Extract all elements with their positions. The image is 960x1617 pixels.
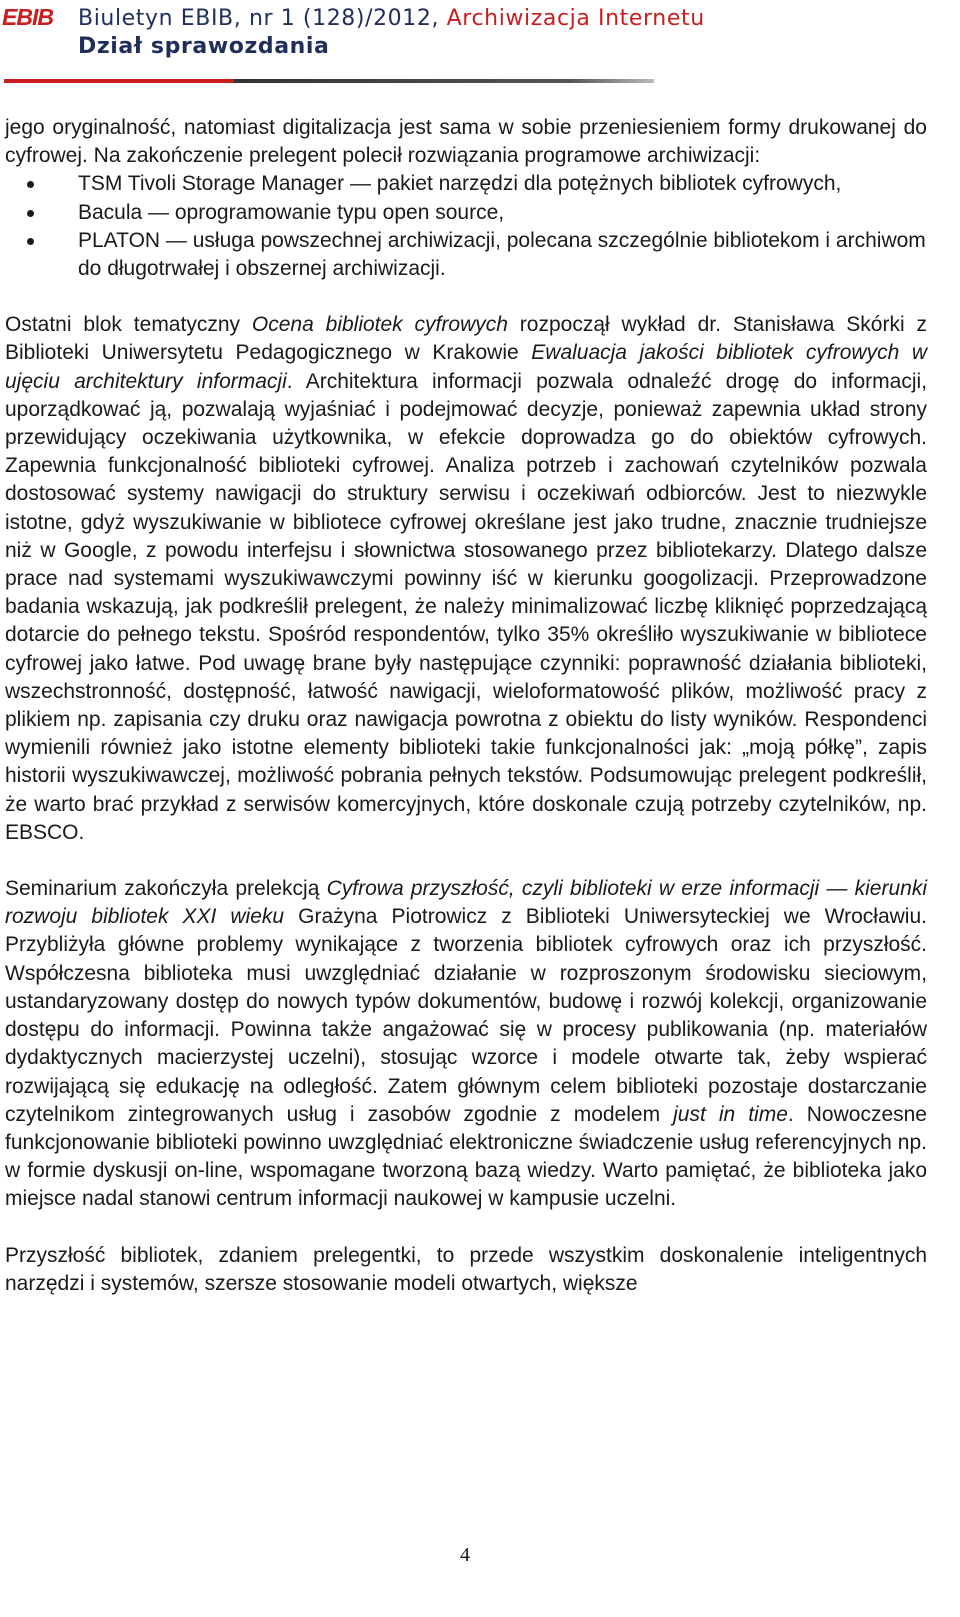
block-title: Ocena bibliotek cyfrowych bbox=[251, 313, 508, 337]
page-number: 4 bbox=[460, 1544, 470, 1566]
header-rule bbox=[4, 79, 654, 83]
bullet-icon bbox=[27, 210, 34, 217]
paragraph-gap bbox=[5, 283, 927, 311]
publication-title bbox=[78, 6, 705, 31]
header-rule-dark bbox=[234, 79, 654, 83]
article-body bbox=[5, 114, 927, 1298]
list-item bbox=[5, 199, 927, 227]
text-run: Seminarium zakończyła prelekcją bbox=[5, 877, 327, 901]
list-item-text: PLATON — usługa powszechnej archiwizacji, polecana szczególnie bibliotekom i archiwom do długotrwałej i obszernej archiwizacji. bbox=[78, 228, 926, 281]
paragraph-gap bbox=[5, 847, 927, 875]
paragraph-future bbox=[5, 875, 927, 1213]
header-rule-red bbox=[4, 79, 234, 83]
paragraph-conclusion: Przyszłość bibliotek, zdaniem prelegentki, to przede wszystkim doskonalenie inteligentnych narzędzi i systemów, szersze stosowanie modeli otwartych, większe bbox=[5, 1243, 927, 1295]
text-run: . Architektura informacji pozwala odnaleźć drogę do informacji, uporządkować ją, pozwalają wyjaśniać i podejmować decyzje, ponieważ zapewnia układ strony przewidujący oczekiwania użytkownika, w efekcie doprowadza go do obiektów cyfrowych. Zapewnia funkcjonalność biblioteki cyfrowej. Analiza potrzeb i zachowań czytelników pozwala dostosować systemy nawigacji do struktury serwisu i oczekiwań odbiorców. Jest to niezwykle istotne, gdyż wyszukiwanie w bibliotece cyfrowej określane jest jako trudne, znacznie trudniejsze niż w Google, z powodu interfejsu i słownictwa stosowanego przez bibliotekarzy. Dlatego dalsze prace nad systemami wyszukiwawczymi powinny iść w kierunku googolizacji. Przeprowadzone badania wskazują, jak podkreślił prelegent, że należy minimalizować liczbę kliknięć poprzedzającą dotarcie do pełnego tekstu. Spośród respondentów, tylko 35% określiło wyszukiwanie w bibliotece cyfrowej jako łatwe. Pod uwagę brane były następujące czynniki: poprawność działania biblioteki, wszechstronność, dostępność, łatwość nawigacji, wieloformatowość plików, możliwość pracy z plikiem np. zapisania czy druku oraz nawigacja powrotna z obiektu do listy wyników. Respondenci wymienili również jako istotne elementy biblioteki takie funkcjonalności jak: „moją półkę”, zapis historii wyszukiwawczej, możliwość pobrania pełnych tekstów. Podsumowując prelegent podkreślił, że warto brać przykład z serwisów komercyjnych, które doskonale czują potrzeby czytelników, np. EBSCO. bbox=[5, 369, 927, 844]
lecture-title: Cyfrowa przyszłość, czyli biblioteki w erze informacji — kierunki rozwoju bibliotek XXI wieku bbox=[5, 877, 927, 929]
text-run: rozpoczął wykład dr. Stanisława Skórki z Biblioteki Uniwersytetu Pedagogicznego w Krakowie bbox=[5, 313, 927, 365]
issue-topic: Archiwizacja Internetu bbox=[446, 6, 705, 31]
lecture-title: Ewaluacja jakości bibliotek cyfrowych w ujęciu architektury informacji bbox=[5, 341, 928, 393]
software-list bbox=[5, 170, 927, 283]
paragraph-intro: jego oryginalność, natomiast digitalizacja jest sama w sobie przeniesieniem formy drukowanej do cyfrowej. Na zakończenie prelegent polecił rozwiązania programowe archiwizacji: bbox=[5, 116, 927, 168]
logo-text: EBIB bbox=[2, 4, 53, 30]
text-run: Ostatni blok tematyczny bbox=[5, 313, 252, 337]
model-name: just in time bbox=[673, 1102, 788, 1126]
list-item-text: TSM Tivoli Storage Manager — pakiet narzędzi dla potężnych bibliotek cyfrowych, bbox=[78, 172, 842, 196]
section-title: Dział sprawozdania bbox=[78, 34, 330, 59]
list-item bbox=[5, 227, 927, 283]
page-header bbox=[0, 0, 960, 92]
paragraph-gap bbox=[5, 1214, 927, 1242]
bullet-icon bbox=[27, 181, 34, 188]
list-item-text: Bacula — oprogramowanie typu open source, bbox=[78, 200, 505, 224]
bullet-icon bbox=[27, 238, 34, 245]
publication-name: Biuletyn EBIB, nr 1 (128)/2012, bbox=[78, 6, 447, 31]
paragraph-evaluation bbox=[5, 311, 927, 847]
text-run: Grażyna Piotrowicz z Biblioteki Uniwersyteckiej we Wrocławiu. Przybliżyła główne problemy wynikające z tworzenia bibliotek cyfrowych oraz ich przyszłość. Współczesna biblioteka musi uwzględniać działanie w rozproszonym środowisku sieciowym, ustandaryzowany dostęp do nowych typów dokumentów, budowę i rozwój kolekcji, organizowanie dostępu do informacji. Powinna także angażować się w procesy publikowania (np. materiałów dydaktycznych macierzystej uczelni), stosując wzorce i modele otwarte tak, żeby wspierać rozwijającą się edukację na odległość. Zatem głównym celem biblioteki pozostaje dostarczanie czytelnikom zintegrowanych usług i zasobów zgodnie z modelem bbox=[5, 905, 927, 1126]
list-item bbox=[5, 170, 927, 198]
text-run: . Nowoczesne funkcjonowanie biblioteki powinno uwzględniać elektroniczne świadczenie usług referencyjnych np. w formie dyskusji on-line, wspomagane tworzoną bazą wiedzy. Warto pamiętać, że biblioteka jako miejsce nadal stanowi centrum informacji naukowej w kampusie uczelni. bbox=[5, 1102, 927, 1211]
ebib-logo bbox=[2, 4, 64, 34]
